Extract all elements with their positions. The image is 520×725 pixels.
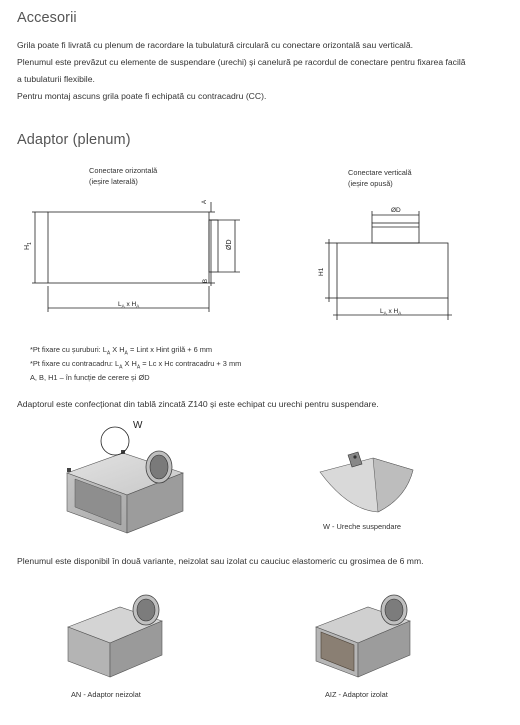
detail-caption: W - Ureche suspendare <box>323 522 402 531</box>
vertical-dim-lh: $L_A$ x $H_A$ <box>380 308 402 316</box>
vertical-dim-h1: H1 <box>318 267 325 276</box>
note-dimensions: A, B, H1 – în funcție de cerere și ØD <box>30 372 150 382</box>
intro-line-4: Pentru montaj ascuns grila poate fi echipată cu contracadru (CC). <box>17 91 267 101</box>
horizontal-title <box>89 166 157 187</box>
horizontal-dim-h1: $H_1$ <box>24 242 33 250</box>
vertical-title-line2: (ieșire opusă) <box>348 178 393 188</box>
horizontal-box <box>48 212 209 283</box>
note-screws: *Pt fixare cu șuruburi: $L_A$ X $H_A$ = Lint x Hint grilă + 6 mm <box>30 345 213 357</box>
note-counterframe: *Pt fixare cu contracadru: $L_A$ X $H_A = Lc$ x Hc contracadru + 3 mm <box>30 358 242 371</box>
vertical-title <box>348 168 412 189</box>
detail-label-w: W <box>133 420 143 431</box>
material-text: Adaptorul este confecționat din tablă zincată Z140 și este echipat cu urechi pentru suspendare. <box>17 399 379 409</box>
intro-line-3: a tubulaturii flexibile. <box>17 74 95 84</box>
plenum-iso-drawing <box>55 415 235 540</box>
variants-text: Plenumul este disponibil în două variante, neizolat sau izolat cu cauciuc elastomeric cu grosimea de 6 mm. <box>17 556 424 566</box>
hanger-detail-drawing <box>318 440 418 515</box>
horizontal-spigot <box>209 220 218 272</box>
notes <box>30 345 350 383</box>
intro-line-1: Grila poate fi livrată cu plenum de racordare la tubulatură circulară cu conectare orizontală sau verticală. <box>17 40 413 50</box>
vertical-spigot <box>372 223 419 243</box>
variant-aiz-caption: AIZ - Adaptor izolat <box>325 690 388 699</box>
horizontal-dim-lh: $L_A$ x $H_A$ <box>118 301 140 309</box>
intro-line-2: Plenumul este prevăzut cu elemente de suspendare (urechi) și canelură pe racordul de conectare pentru fixarea facilă <box>17 57 466 67</box>
intro-paragraph <box>17 39 512 103</box>
horizontal-dim-d: ØD <box>226 239 233 250</box>
vertical-drawing <box>305 195 475 325</box>
vertical-box <box>337 243 448 298</box>
variant-an-caption: AN - Adaptor neizolat <box>71 690 141 699</box>
horizontal-title-line1: Conectare orizontală <box>89 166 158 175</box>
detail-circle-w <box>101 427 129 455</box>
horizontal-title-line2: (ieșire laterală) <box>89 176 138 186</box>
horizontal-drawing <box>15 190 250 330</box>
adaptor-title: Adaptor (plenum) <box>17 132 131 148</box>
variant-aiz-drawing <box>308 585 418 685</box>
section-title: Accesorii <box>17 10 77 26</box>
horizontal-dim-a: A <box>202 199 208 204</box>
variant-an-drawing <box>60 585 170 685</box>
vertical-title-line1: Conectare verticală <box>348 168 412 177</box>
vertical-dim-d: ØD <box>391 207 401 214</box>
horizontal-dim-b: B <box>203 278 209 283</box>
